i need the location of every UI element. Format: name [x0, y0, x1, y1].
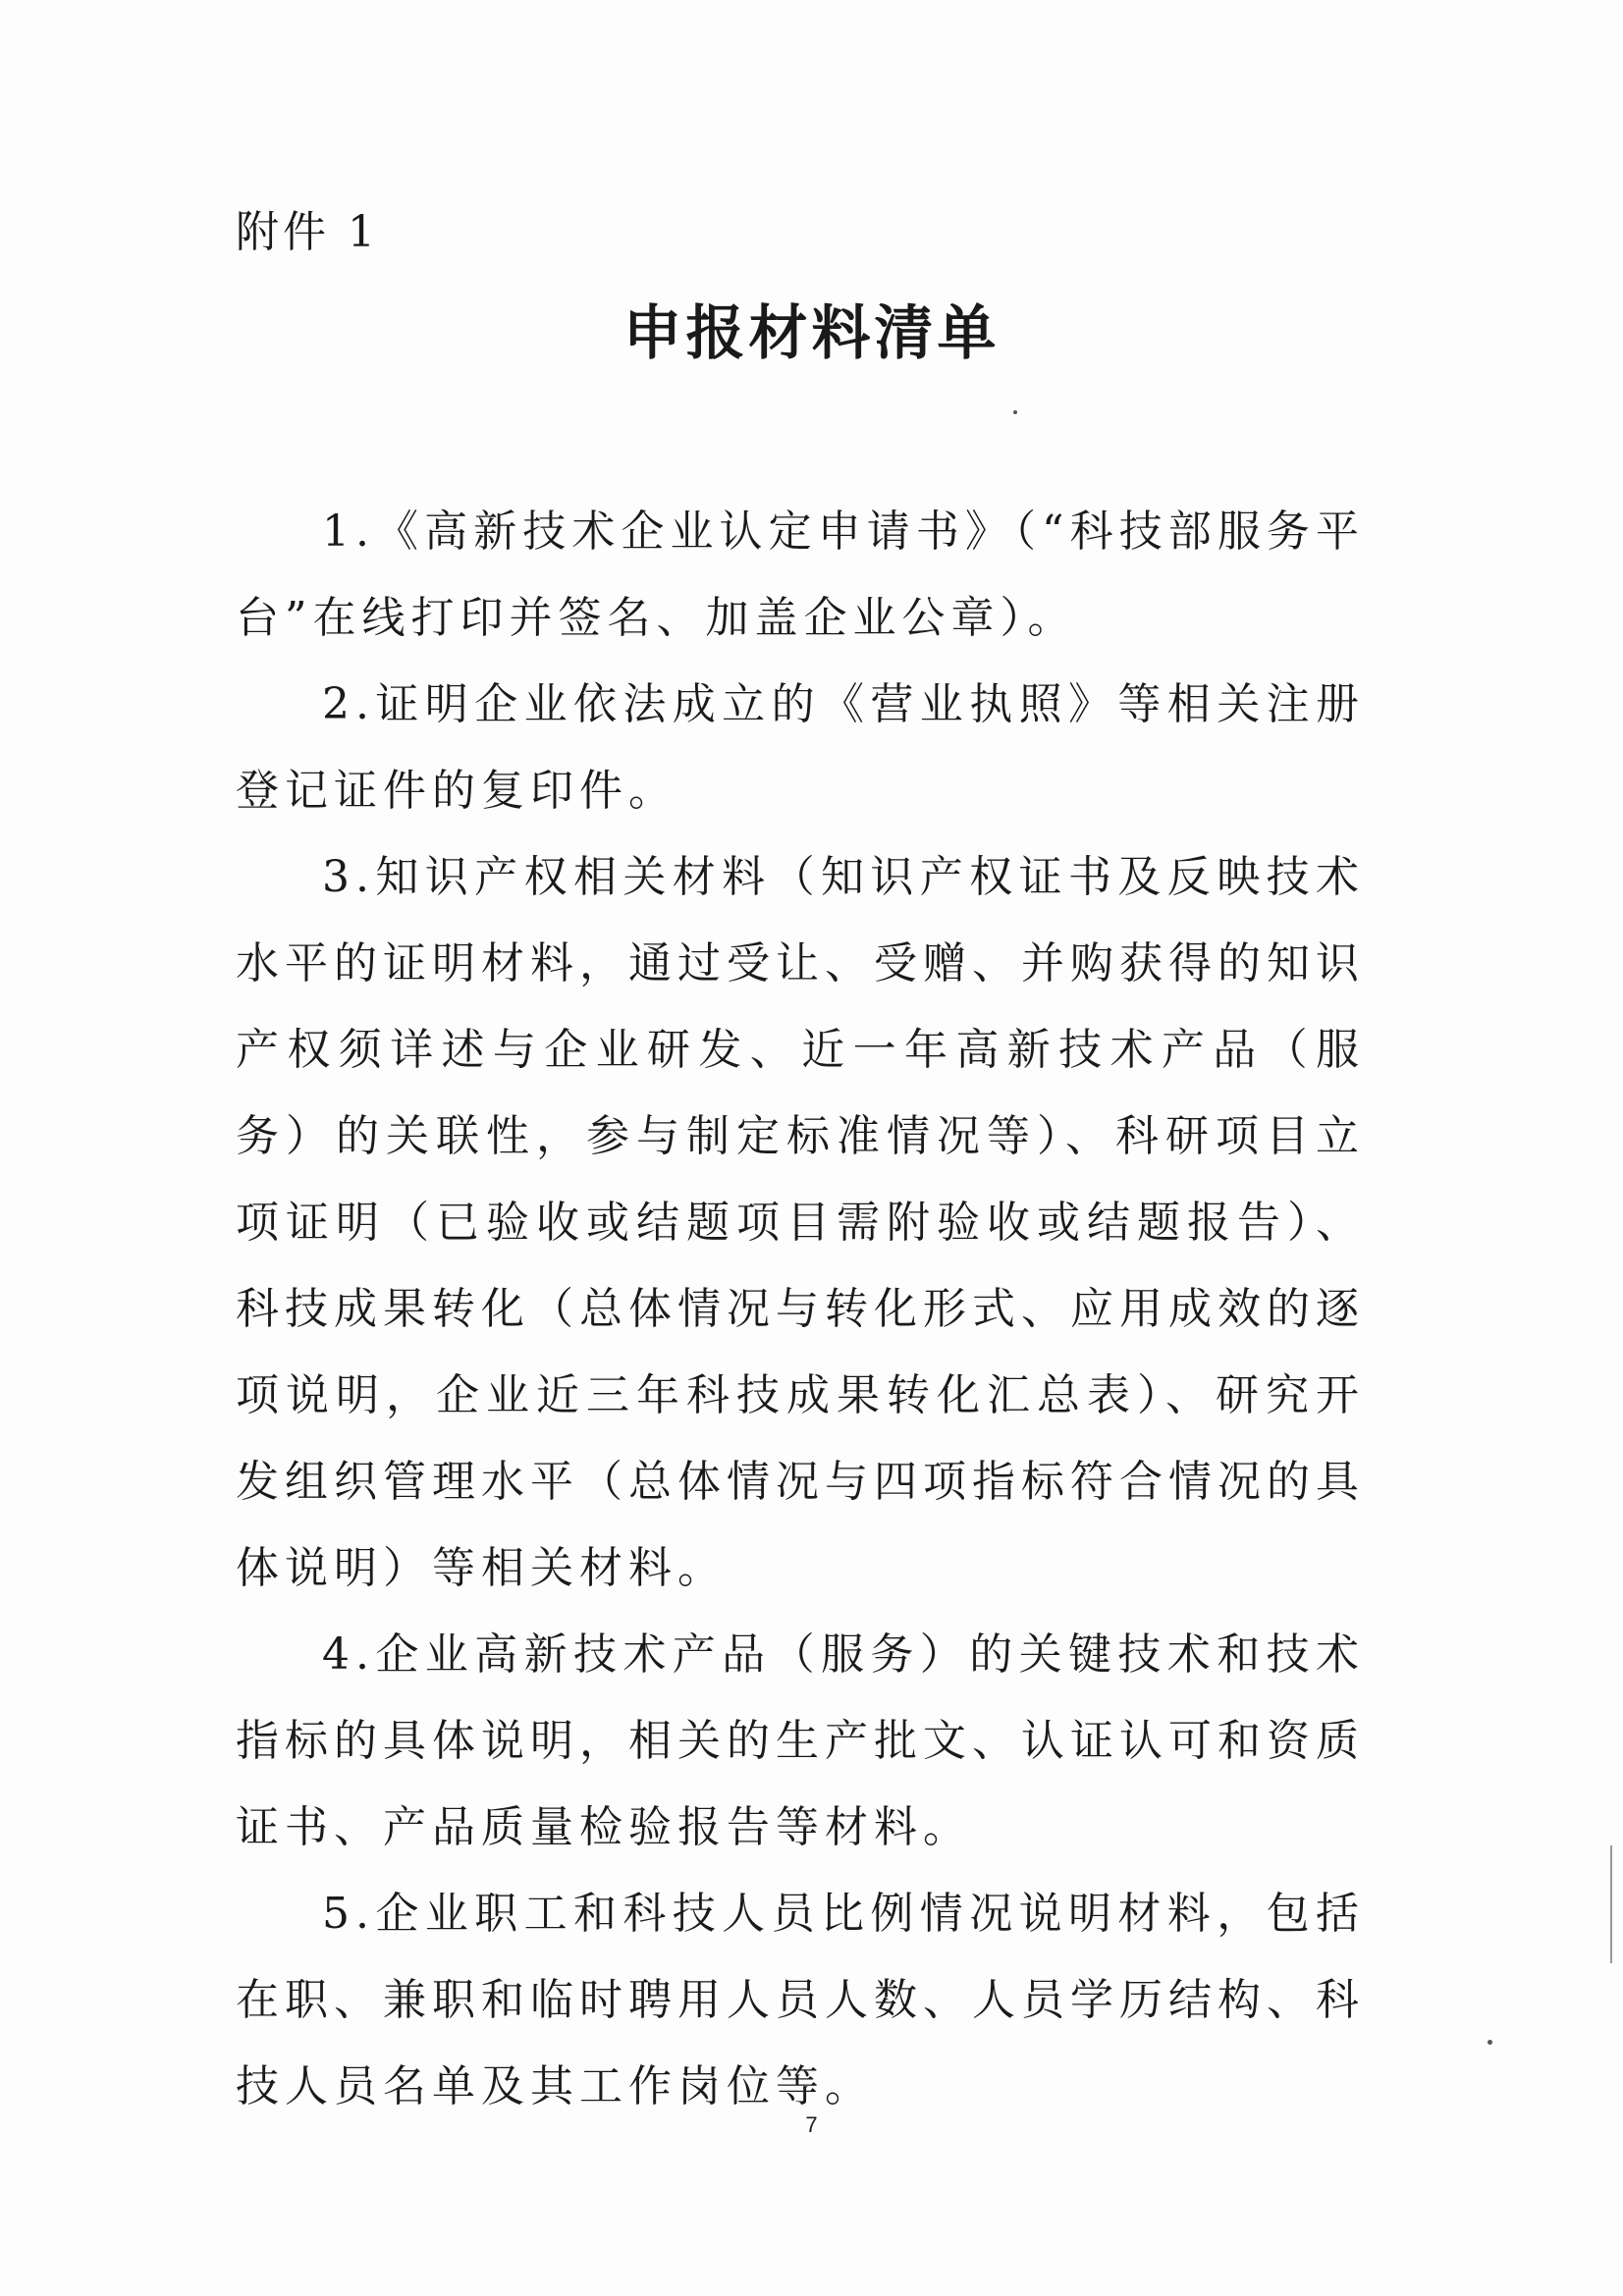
scan-speck: [1013, 410, 1017, 414]
list-item: 1.《高新技术企业认定申请书》（“科技部服务平台”在线打印并签名、加盖企业公章）。: [236, 507, 1365, 643]
list-item: 3.知识产权相关材料（知识产权证书及反映技术水平的证明材料，通过受让、受赠、并购获得的知识产权须详述与企业研发、近一年高新技术产品（服务）的关联性，参与制定标准情况等）、科研项目立项证明（已验收或结题项目需附验收或结题报告）、科技成果转化（总体情况与转化形式、应用成效的逐项说明，企业近三年科技成果转化汇总表）、研究开发组织管理水平（总体情况与四项指标符合情况的具体说明）等相关材料。: [236, 852, 1365, 1593]
list-item: 2.证明企业依法成立的《营业执照》等相关注册登记证件的复印件。: [236, 679, 1365, 816]
list-item: 5.企业职工和科技人员比例情况说明材料，包括在职、兼职和临时聘用人员人数、人员学历结构、科技人员名单及其工作岗位等。: [236, 1889, 1365, 2111]
document-title: 申报材料清单: [622, 299, 1001, 368]
attachment-label: 附件 1: [236, 207, 379, 257]
scan-speck: [1488, 2040, 1492, 2045]
materials-list: [236, 489, 1365, 2130]
page-number: 7: [805, 2112, 818, 2137]
scan-edge-line: [1610, 1845, 1612, 1963]
list-item: 4.企业高新技术产品（服务）的关键技术和技术指标的具体说明，相关的生产批文、认证认可和资质证书、产品质量检验报告等材料。: [236, 1629, 1365, 1852]
